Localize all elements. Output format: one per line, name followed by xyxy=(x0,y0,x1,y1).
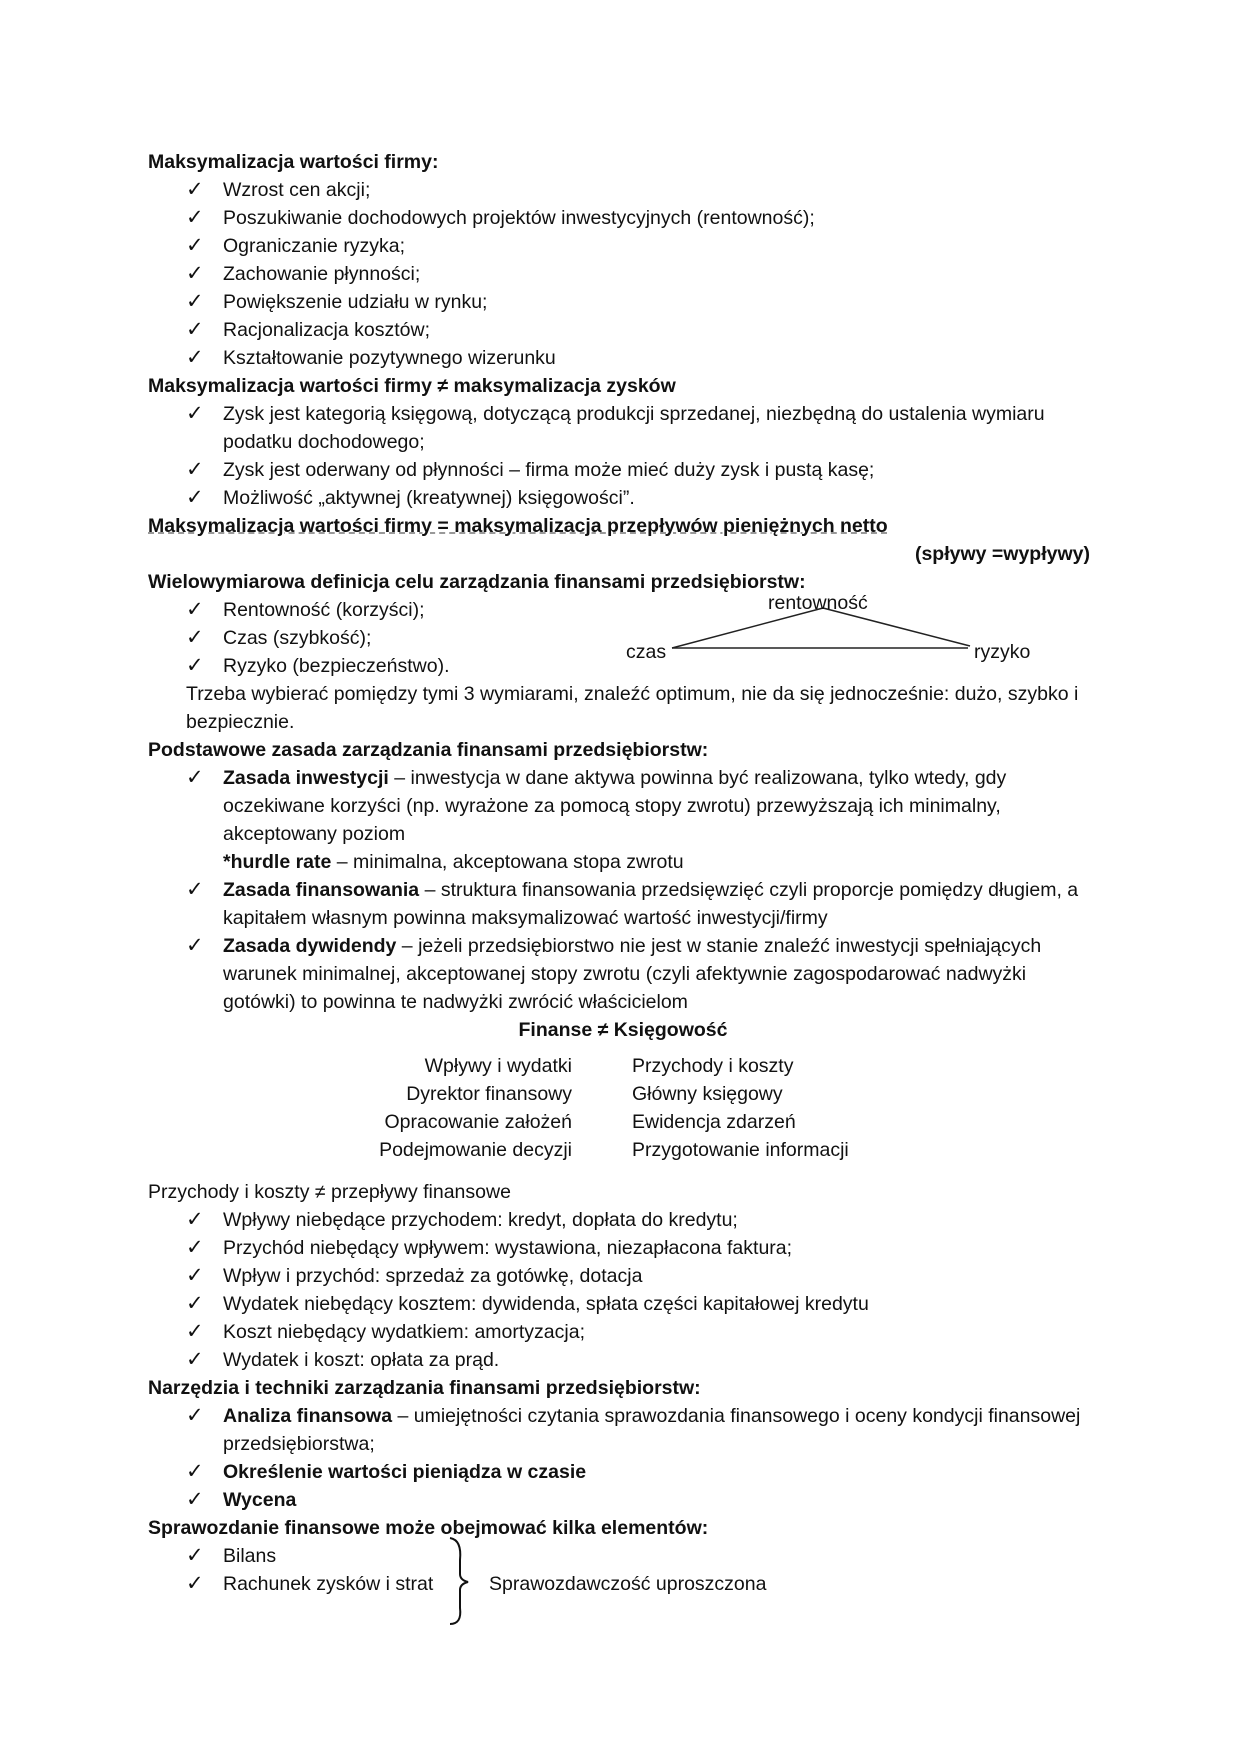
heading-wielowymiarowa: Wielowymiarowa definicja celu zarządzania finansami przedsiębiorstw: xyxy=(148,571,806,593)
list-item: ✓ Powiększenie udziału w rynku; xyxy=(148,288,1098,316)
check-icon: ✓ xyxy=(186,878,204,901)
comparison-right: Ewidencja zdarzeń xyxy=(632,1111,796,1133)
comparison-right: Przygotowanie informacji xyxy=(632,1139,849,1161)
check-icon: ✓ xyxy=(186,290,204,313)
check-icon: ✓ xyxy=(186,486,204,509)
list-item: ✓ Analiza finansowa – umiejętności czytania sprawozdania finansowego i oceny kondycji finansowej przedsiębiorstwa; xyxy=(186,1404,1081,1455)
check-icon: ✓ xyxy=(186,1544,204,1567)
list-item: ✓ Kształtowanie pozytywnego wizerunku xyxy=(148,344,1098,372)
heading-wartosc-vs-zyski: Maksymalizacja wartości firmy ≠ maksymalizacja zysków xyxy=(148,375,676,397)
comparison-title: Finanse ≠ Księgowość xyxy=(518,1019,728,1041)
check-icon: ✓ xyxy=(186,1208,204,1231)
check-icon: ✓ xyxy=(186,206,204,229)
list-item: ✓ Przychód niebędący wpływem: wystawiona, niezapłacona faktura; xyxy=(148,1234,1098,1262)
diagram-label-top: rentowność xyxy=(768,592,868,614)
list-item: ✓ Zysk jest kategorią księgową, dotyczącą produkcji sprzedanej, niezbędną do ustalenia wymiaru podatku dochodowego; xyxy=(186,402,1045,453)
check-icon: ✓ xyxy=(186,1236,204,1259)
check-icon: ✓ xyxy=(186,1460,204,1483)
check-icon: ✓ xyxy=(186,458,204,481)
check-icon: ✓ xyxy=(186,766,204,789)
list-item: ✓ Wydatek niebędący kosztem: dywidenda, spłata części kapitałowej kredytu xyxy=(148,1290,1098,1318)
check-icon: ✓ xyxy=(186,346,204,369)
check-icon: ✓ xyxy=(186,626,204,649)
hurdle-rate-note: *hurdle rate – minimalna, akceptowana stopa zwrotu xyxy=(223,851,684,873)
heading-zasady: Podstawowe zasada zarządzania finansami przedsiębiorstw: xyxy=(148,739,709,761)
check-icon: ✓ xyxy=(186,598,204,621)
list-item: ✓ Koszt niebędący wydatkiem: amortyzacja; xyxy=(148,1318,1098,1346)
heading-przychody-koszty: Przychody i koszty ≠ przepływy finansowe xyxy=(148,1181,511,1203)
diagram-label-left: czas xyxy=(626,641,667,663)
check-icon: ✓ xyxy=(186,934,204,957)
check-icon: ✓ xyxy=(186,234,204,257)
list-item: ✓ Racjonalizacja kosztów; xyxy=(148,316,1098,344)
brace-icon xyxy=(448,1536,472,1626)
check-icon: ✓ xyxy=(186,1572,204,1595)
list-item: ✓ Zysk jest oderwany od płynności – firma może mieć duży zysk i pustą kasę; xyxy=(148,456,1098,484)
brace-label: Sprawozdawczość uproszczona xyxy=(489,1573,767,1595)
comparison-right: Przychody i koszty xyxy=(632,1055,794,1077)
list-item: ✓ Wpływy niebędące przychodem: kredyt, dopłata do kredytu; xyxy=(148,1206,1098,1234)
list-item: ✓ Ograniczanie ryzyka; xyxy=(148,232,1098,260)
list-item: ✓ Ryzyko (bezpieczeństwo). xyxy=(148,652,1098,680)
check-icon: ✓ xyxy=(186,1348,204,1371)
list-item: ✓ Zachowanie płynności; xyxy=(148,260,1098,288)
list-item: ✓ Poszukiwanie dochodowych projektów inwestycyjnych (rentowność); xyxy=(148,204,1098,232)
check-icon: ✓ xyxy=(186,402,204,425)
comparison-table xyxy=(148,1052,1098,1164)
list-item: ✓ Zasada inwestycji – inwestycja w dane aktywa powinna być realizowana, tylko wtedy, gdy oczekiwane korzyści (np. wyrażone za pomocą stopy zwrotu) przewyższają ich minimalny, akceptowany poziom xyxy=(186,766,1007,845)
list-item: ✓ Bilans xyxy=(148,1542,1098,1570)
list-item: ✓ Wydatek i koszt: opłata za prąd. xyxy=(148,1346,1098,1374)
check-icon: ✓ xyxy=(186,1292,204,1315)
comparison-left: Dyrektor finansowy xyxy=(406,1083,572,1105)
list-item: ✓ Rentowność (korzyści); xyxy=(148,596,1098,624)
list-item: ✓ Czas (szybkość); xyxy=(148,624,1098,652)
heading-narzedzia: Narzędzia i techniki zarządzania finansami przedsiębiorstw: xyxy=(148,1377,701,1399)
list-item: ✓ Zasada dywidendy – jeżeli przedsiębiorstwo nie jest w stanie znaleźć inwestycji spełniających warunek minimalnej, akceptowanej stopy zwrotu (czyli afektywnie zagospodarować nadwyżki gotówki) to powinna te nadwyżki zwrócić właścicielom xyxy=(186,934,1042,1013)
check-icon: ✓ xyxy=(186,318,204,341)
check-icon: ✓ xyxy=(186,262,204,285)
check-icon: ✓ xyxy=(186,178,204,201)
list-item: ✓ Rachunek zysków i strat xyxy=(148,1570,1098,1598)
list-item: ✓ Wycena xyxy=(148,1486,1098,1514)
splywy-note: (spływy =wypływy) xyxy=(914,543,1090,565)
comparison-left: Opracowanie założeń xyxy=(384,1111,572,1133)
list-item: ✓ Wzrost cen akcji; xyxy=(148,176,1098,204)
check-icon: ✓ xyxy=(186,654,204,677)
comparison-right: Główny księgowy xyxy=(632,1083,783,1105)
comparison-left: Podejmowanie decyzji xyxy=(379,1139,572,1161)
check-icon: ✓ xyxy=(186,1488,204,1511)
document-page xyxy=(148,148,1098,1622)
check-icon: ✓ xyxy=(186,1320,204,1343)
list-item: ✓ Możliwość „aktywnej (kreatywnej) księgowości”. xyxy=(148,484,1098,512)
list-item: ✓ Zasada finansowania – struktura finansowania przedsięwzięć czyli proporcje pomiędzy długiem, a kapitałem własnym powinna maksymalizować wartość inwestycji/firmy xyxy=(186,878,1079,929)
diagram-label-right: ryzyko xyxy=(974,641,1031,663)
check-icon: ✓ xyxy=(186,1264,204,1287)
comparison-left: Wpływy i wydatki xyxy=(424,1055,572,1077)
list-item: ✓ Określenie wartości pieniądza w czasie xyxy=(148,1458,1098,1486)
check-icon: ✓ xyxy=(186,1404,204,1427)
heading-sprawozdanie: Sprawozdanie finansowe może obejmować kilka elementów: xyxy=(148,1517,709,1539)
report-elements xyxy=(148,1542,1098,1622)
heading-przeplywy: Maksymalizacja wartości firmy = maksymalizacja przepływów pieniężnych netto xyxy=(148,515,888,537)
heading-wartosc-firmy: Maksymalizacja wartości firmy: xyxy=(148,151,439,173)
list-item: ✓ Wpływ i przychód: sprzedaż za gotówkę, dotacja xyxy=(148,1262,1098,1290)
tradeoff-note: Trzeba wybierać pomiędzy tymi 3 wymiarami, znaleźć optimum, nie da się jednocześnie: dużo, szybko i bezpiecznie. xyxy=(186,683,1079,733)
